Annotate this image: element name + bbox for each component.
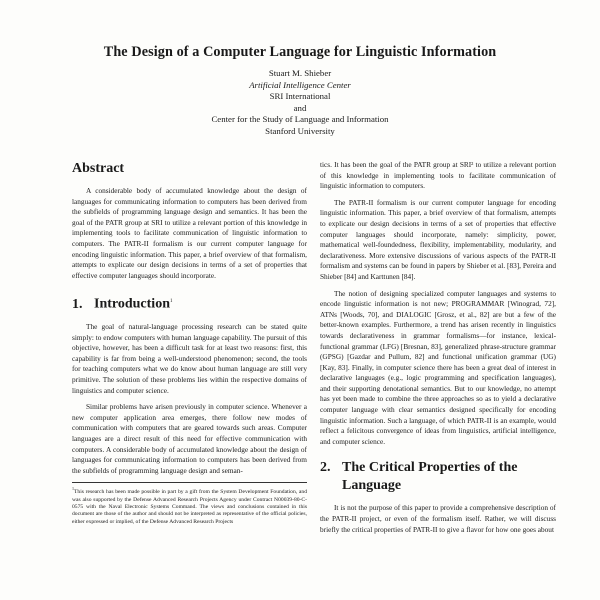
intro-heading	[72, 293, 307, 314]
intro-paragraph: The goal of natural-language processing research can be stated quite simply: to endow computers with human language capability. The pursuit of this objective, however, has been a difficult task for at least two reasons: first, this capability is far from being a well-understood phenomenon; second, the tools for teaching computers what we do know about human language are still very primitive. The solution of these problems lies within the respective domains of linguistics and computer science.	[72, 322, 307, 395]
body-paragraph: The notion of designing specialized computer languages and systems to encode linguistic information is not new; PROGRAMMAR [Winograd, 72], ATNs [Woods, 70], and DIALOGIC [Grosz, et al., 82] are but a few of the better-known examples. Furthermore, a trend has arisen recently in linguistics towards declarativeness in grammar formalisms—for instance, lexical-functional grammar (LFG) [Bresnan, 83], generalized phrase-structure grammar (GPSG) [Gazdar and Pullum, 82] and functional unification grammar (UG) [Kay, 83]. Finally, in computer science there has been a great deal of interest in declarative languages (e.g., logic programming and specification languages), and their supporting denotational semantics. But to our knowledge, no attempt has yet been made to combine the three approaches so as to yield a declarative computer language with clear semantics designed specifically for encoding linguistic information. Such a language, of which PATR-II is an example, would reflect a felicitous convergence of ideas from linguistics, artificial intelligence, and computer science.	[320, 288, 556, 446]
paper-header	[0, 44, 600, 138]
section-number: 1.	[72, 297, 83, 312]
right-column	[320, 160, 556, 541]
affiliation-line: Stanford University	[265, 125, 335, 136]
section-title-line2: Language	[342, 478, 402, 494]
affiliation-line: Center for the Study of Language and Information	[211, 114, 389, 125]
affiliation-line: SRI International	[269, 91, 331, 102]
body-paragraph: The PATR-II formalism is our current computer language for encoding linguistic information. This paper, a brief overview of that formalism, attempts to explicate our design decisions in terms of a set of properties that effective computer languages should incorporate, namely: simplicity, power, mathematical well-foundedness, flexibility, implementability, modularity, and declarativeness. More extensive discussions of various aspects of the PATR-II formalism and systems can be found in papers by Shieber et al. [83], Pereira and Shieber [84] and Karttunen [84].	[320, 197, 556, 281]
body-paragraph: It is not the purpose of this paper to provide a comprehensive description of the PATR-II project, or even of the formalism itself. Rather, we will discuss briefly the critical properties of PATR-II to give a flavor for how one goes about	[320, 503, 556, 534]
section-title: Introduction	[94, 297, 170, 312]
affiliation-line: Artificial Intelligence Center	[249, 79, 351, 90]
left-column	[72, 160, 307, 526]
author-block	[0, 68, 600, 138]
intro-paragraph: Similar problems have arisen previously in computer science. Whenever a new computer application area emerges, there follow new modes of communication with computers that are geared towards such areas. Computer languages are a direct result of this need for effective communication with computers. A considerable body of accumulated knowledge about the design of languages for communicating information to computers has been derived from the subfields of programming language design and seman-	[72, 402, 307, 475]
section2-heading	[320, 459, 556, 495]
footnote-text: This research has been made possible in part by a gift from the System Development Foundation, and was also supported by the Defense Advanced Research Projects Agency under Contract N00039-80-C-0575 with the Naval Electronic Systems Command. The views and conclusions contained in this document are those of the author and should not be interpreted as representative of the official policies, either expressed or implied, of the Defense Advanced Research Projects	[72, 489, 307, 525]
footnote	[72, 482, 307, 526]
affiliation-line: and	[293, 102, 307, 113]
section-number: 2.	[320, 460, 331, 476]
abstract-heading: Abstract	[72, 161, 125, 176]
footnote-mark: 1	[169, 299, 173, 305]
author-name: Stuart M. Shieber	[268, 68, 332, 78]
footnote-number: 1	[72, 486, 74, 492]
section-title-line1: The Critical Properties of the	[342, 460, 518, 476]
body-paragraph: tics. It has been the goal of the PATR group at SRI² to utilize a relevant portion of this knowledge in implementing tools to facilitate communication of linguistic information to computers.	[320, 160, 556, 191]
paper-title: The Design of a Computer Language for Linguistic Information	[103, 44, 497, 60]
abstract-text: A considerable body of accumulated knowledge about the design of languages for communicating information to computers has been derived from the subfields of programming language design and semantics. It has been the goal of the PATR group at SRI to utilize a relevant portion of this knowledge in implementing tools to facilitate communication of linguistic information to computers. The PATR-II formalism is our current computer language for encoding linguistic information. This paper, a brief overview of that formalism, attempts to explicate our design decisions in terms of a set of properties that effective computer languages should incorporate.	[72, 186, 307, 280]
